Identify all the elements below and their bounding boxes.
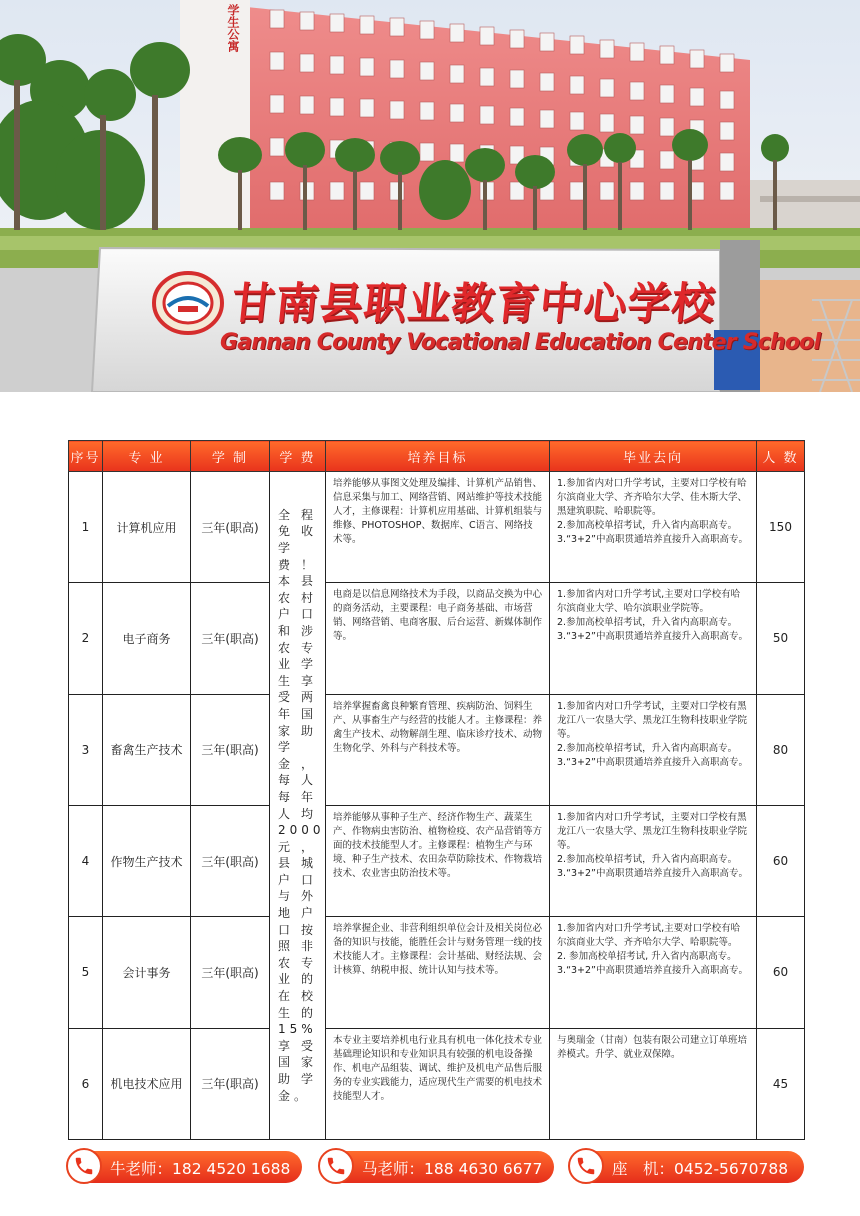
destination-line: 3.“3+2”中高职贯通培养直接升入高职高专。 — [557, 867, 748, 879]
table-row — [69, 694, 805, 805]
contact-label: 座 机：0452-5670788 — [612, 1160, 789, 1178]
row-destination — [550, 1028, 757, 1139]
header-fee: 学 费 — [270, 441, 326, 472]
school-name-cn: 甘南县职业教育中心学校 — [229, 279, 719, 329]
destination-line: 2. 参加高校单招考试, 升入省内高职高专。 — [557, 951, 737, 963]
contact-niu[interactable] — [68, 1151, 302, 1183]
destination-line: 3.“3+2”中高职贯通培养直接升入高职高专。 — [557, 756, 748, 768]
row-duration: 三年(职高) — [191, 1028, 270, 1139]
school-name-en: Gannan County Vocational Education Center School — [220, 330, 821, 355]
contact-landline[interactable] — [570, 1151, 804, 1183]
table-row — [69, 1028, 805, 1139]
row-destination — [550, 805, 757, 916]
hero-photo — [0, 0, 860, 392]
row-count: 50 — [757, 583, 805, 694]
row-major: 畜禽生产技术 — [103, 694, 191, 805]
phone-icon — [318, 1148, 354, 1184]
destination-line: 3.“3+2”中高职贯通培养直接升入高职高专。 — [557, 534, 748, 545]
row-no: 3 — [69, 694, 103, 805]
row-count: 60 — [757, 917, 805, 1028]
row-goal: 本专业主要培养机电行业具有机电一体化技术专业基础理论知识和专业知识具有较强的机电设备操作、机电产品组装、调试、维护及机电产品售后服务的专业实践能力，适应现代生产需要的机电技术技能型人才。 — [326, 1028, 550, 1139]
row-goal: 培养能够从事种子生产、经济作物生产、蔬菜生产、作物病虫害防治、植物检疫、农产品营销等方面的技术技能型人才。主修课程：植物生产与环境、种子生产技术、农田杂草防除技术、作物栽培技术、农业害虫防治技术等。 — [326, 805, 550, 916]
destination-line: 2.参加高校单招考试，升入省内高职高专。 — [557, 520, 738, 531]
table-row — [69, 805, 805, 916]
header-duration: 学 制 — [191, 441, 270, 472]
table-row — [69, 472, 805, 583]
fee-policy: 全程免收学费！本县农村户口和涉农专业学生享受两年国家助学金，每人每年人均2000元，县城户口与外地户口按照非农专业的在校生的15%享受国家助学金。 — [270, 472, 326, 1140]
phone-icon — [568, 1148, 604, 1184]
row-duration: 三年(职高) — [191, 694, 270, 805]
destination-line: 与奥瑞金（甘南）包装有限公司建立订单班培养模式。升学、就业双保障。 — [557, 1034, 748, 1060]
row-count: 150 — [757, 472, 805, 583]
destination-line: 1.参加省内对口升学考试,主要对口学校有哈尔滨商业大学、哈尔滨职业学院等。 — [557, 589, 741, 615]
table-row — [69, 917, 805, 1028]
destination-line: 1.参加省内对口升学考试，主要对口学校有黑龙江八一农垦大学、黑龙江生物科技职业学院等。 — [557, 811, 748, 851]
row-destination — [550, 917, 757, 1028]
row-no: 1 — [69, 472, 103, 583]
destination-line: 2.参加高校单招考试，升入省内高职高专。 — [557, 742, 738, 754]
row-no: 5 — [69, 917, 103, 1028]
table-header-row — [69, 441, 805, 472]
phone-icon — [66, 1148, 102, 1184]
contact-label: 牛老师：182 4520 1688 — [110, 1160, 291, 1178]
row-major: 作物生产技术 — [103, 805, 191, 916]
header-goal: 培养目标 — [326, 441, 550, 472]
row-no: 4 — [69, 805, 103, 916]
row-destination — [550, 472, 757, 583]
row-destination — [550, 694, 757, 805]
row-no: 2 — [69, 583, 103, 694]
row-count: 80 — [757, 694, 805, 805]
row-goal: 培养掌握畜禽良种繁育管理、疾病防治、饲料生产、从事畜生产与经营的技能人才。主修课程：养禽生产技术、动物解剖生理、临床诊疗技术、动物生物化学、外科与产科技术等。 — [326, 694, 550, 805]
row-destination — [550, 583, 757, 694]
header-count: 人 数 — [757, 441, 805, 472]
destination-line: 1.参加省内对口升学考试,主要对口学校有哈尔滨商业大学、齐齐哈尔大学、哈职院等。 — [557, 923, 741, 949]
row-duration: 三年(职高) — [191, 583, 270, 694]
contact-ma[interactable] — [320, 1151, 554, 1183]
row-major: 会计事务 — [103, 917, 191, 1028]
destination-line: 2.参加高校单招考试，升入省内高职高专。 — [557, 853, 738, 865]
row-duration: 三年(职高) — [191, 917, 270, 1028]
row-count: 60 — [757, 805, 805, 916]
school-emblem — [154, 273, 222, 333]
row-goal: 电商是以信息网络技术为手段，以商品交换为中心的商务活动，主要课程：电子商务基础、市场营销、网络营销、电商客服、后台运营、新媒体制作等。 — [326, 583, 550, 694]
row-duration: 三年(职高) — [191, 472, 270, 583]
destination-line: 3.“3+2”中高职贯通培养直接升入高职高专。 — [557, 631, 748, 643]
majors-table — [68, 440, 805, 1140]
building-sign-text: 学生公寓 — [226, 4, 240, 52]
row-goal: 培养能够从事图文处理及编排、计算机产品销售、信息采集与加工、网络营销、网站维护等技术技能人才，主修课程：计算机应用基础、计算机组装与维修、PHOTOSHOP、数据库、C语言、网络技术等。 — [326, 472, 550, 583]
row-major: 计算机应用 — [103, 472, 191, 583]
row-major: 机电技术应用 — [103, 1028, 191, 1139]
destination-line: 1.参加省内对口升学考试，主要对口学校有黑龙江八一农垦大学、黑龙江生物科技职业学院等。 — [557, 700, 748, 740]
header-no: 序号 — [69, 441, 103, 472]
row-count: 45 — [757, 1028, 805, 1139]
destination-line: 3.“3+2”中高职贯通培养直接升入高职高专。 — [557, 965, 748, 977]
row-duration: 三年(职高) — [191, 805, 270, 916]
row-no: 6 — [69, 1028, 103, 1139]
contact-label: 马老师：188 4630 6677 — [362, 1160, 543, 1178]
row-major: 电子商务 — [103, 583, 191, 694]
row-goal: 培养掌握企业、非营利组织单位会计及相关岗位必备的知识与技能，能胜任会计与财务管理一线的技术技能人才。主修课程：会计基础、财经法规、会计核算、纳税申报、统计认知与技术等。 — [326, 917, 550, 1028]
header-major: 专 业 — [103, 441, 191, 472]
table-row — [69, 583, 805, 694]
destination-line: 1.参加省内对口升学考试，主要对口学校有哈尔滨商业大学、齐齐哈尔大学、佳木斯大学、黑建筑职院、哈职院等。 — [557, 478, 748, 517]
destination-line: 2.参加高校单招考试，升入省内高职高专。 — [557, 617, 738, 629]
header-destination: 毕业去向 — [550, 441, 757, 472]
